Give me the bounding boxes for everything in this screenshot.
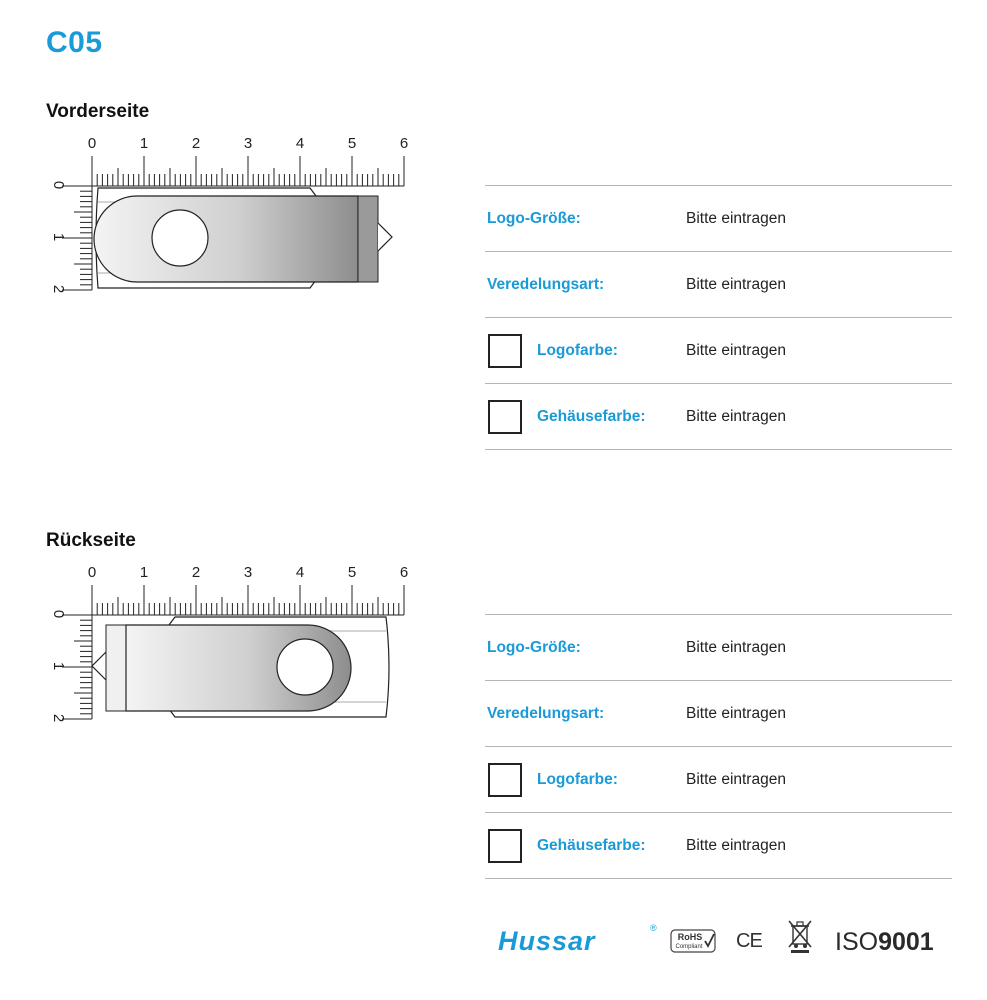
field-label: Gehäusefarbe: — [537, 407, 646, 425]
color-swatch-box[interactable] — [488, 829, 522, 863]
spec-row-housing-color — [485, 383, 952, 450]
front-drawing — [40, 130, 420, 300]
ruler-label: 0 — [50, 609, 67, 619]
front-spec-table — [485, 185, 952, 450]
field-value[interactable]: Bitte eintragen — [686, 770, 786, 788]
ruler-label: 0 — [87, 135, 97, 152]
field-label: Logo-Größe: — [487, 638, 581, 656]
ruler-label: 5 — [347, 135, 357, 152]
field-value[interactable]: Bitte eintragen — [686, 407, 786, 425]
ruler-label: 1 — [50, 661, 67, 671]
ruler-label: 6 — [399, 564, 409, 581]
ruler-label: 1 — [50, 232, 67, 242]
ruler-label: 2 — [191, 564, 201, 581]
ruler-label: 1 — [139, 135, 149, 152]
ruler-label: 4 — [295, 135, 305, 152]
spec-row-finishing — [485, 680, 952, 746]
ruler-label: 2 — [50, 284, 67, 294]
rohs-text: RoHS — [677, 932, 703, 942]
usb-stick-front — [94, 188, 392, 288]
field-label: Gehäusefarbe: — [537, 836, 646, 854]
spec-row-logo-color — [485, 317, 952, 383]
ruler-label: 2 — [50, 713, 67, 723]
ruler-label: 4 — [295, 564, 305, 581]
field-value[interactable]: Bitte eintragen — [686, 836, 786, 854]
ruler-label: 0 — [50, 180, 67, 190]
spec-row-housing-color — [485, 812, 952, 879]
product-code: C05 — [46, 26, 103, 59]
ruler-top — [92, 585, 404, 615]
iso-9001-mark — [835, 928, 934, 957]
usb-stick-back — [92, 617, 389, 717]
section-title-front: Vorderseite — [46, 101, 150, 122]
field-label: Logofarbe: — [537, 341, 618, 359]
brand-logo: Hussar — [498, 926, 596, 956]
field-label: Logofarbe: — [537, 770, 618, 788]
rohs-icon — [670, 929, 716, 953]
weee-bin-icon — [787, 918, 813, 954]
ruler-label: 1 — [139, 564, 149, 581]
back-spec-table — [485, 614, 952, 879]
ruler-label: 5 — [347, 564, 357, 581]
field-value[interactable]: Bitte eintragen — [686, 704, 786, 722]
ce-mark: CE — [736, 930, 762, 952]
ruler-label: 0 — [87, 564, 97, 581]
field-value[interactable]: Bitte eintragen — [686, 341, 786, 359]
iso-prefix: ISO — [835, 928, 879, 956]
ruler-label: 6 — [399, 135, 409, 152]
ruler-top — [92, 156, 404, 186]
ruler-label: 2 — [191, 135, 201, 152]
footer-certifications — [495, 918, 945, 964]
field-label: Veredelungsart: — [487, 275, 605, 293]
field-label: Veredelungsart: — [487, 704, 605, 722]
spec-row-logo-color — [485, 746, 952, 812]
spec-row-logo-size — [485, 185, 952, 251]
field-value[interactable]: Bitte eintragen — [686, 209, 786, 227]
color-swatch-box[interactable] — [488, 763, 522, 797]
spec-row-finishing — [485, 251, 952, 317]
iso-number: 9001 — [878, 928, 934, 956]
spec-row-logo-size — [485, 614, 952, 680]
back-drawing — [40, 559, 420, 729]
field-value[interactable]: Bitte eintragen — [686, 638, 786, 656]
field-label: Logo-Größe: — [487, 209, 581, 227]
registered-mark: ® — [650, 923, 657, 933]
color-swatch-box[interactable] — [488, 400, 522, 434]
field-value[interactable]: Bitte eintragen — [686, 275, 786, 293]
ruler-label: 3 — [243, 564, 253, 581]
rohs-compliant-text: Compliant — [675, 944, 703, 950]
section-title-back: Rückseite — [46, 530, 136, 551]
color-swatch-box[interactable] — [488, 334, 522, 368]
ruler-label: 3 — [243, 135, 253, 152]
